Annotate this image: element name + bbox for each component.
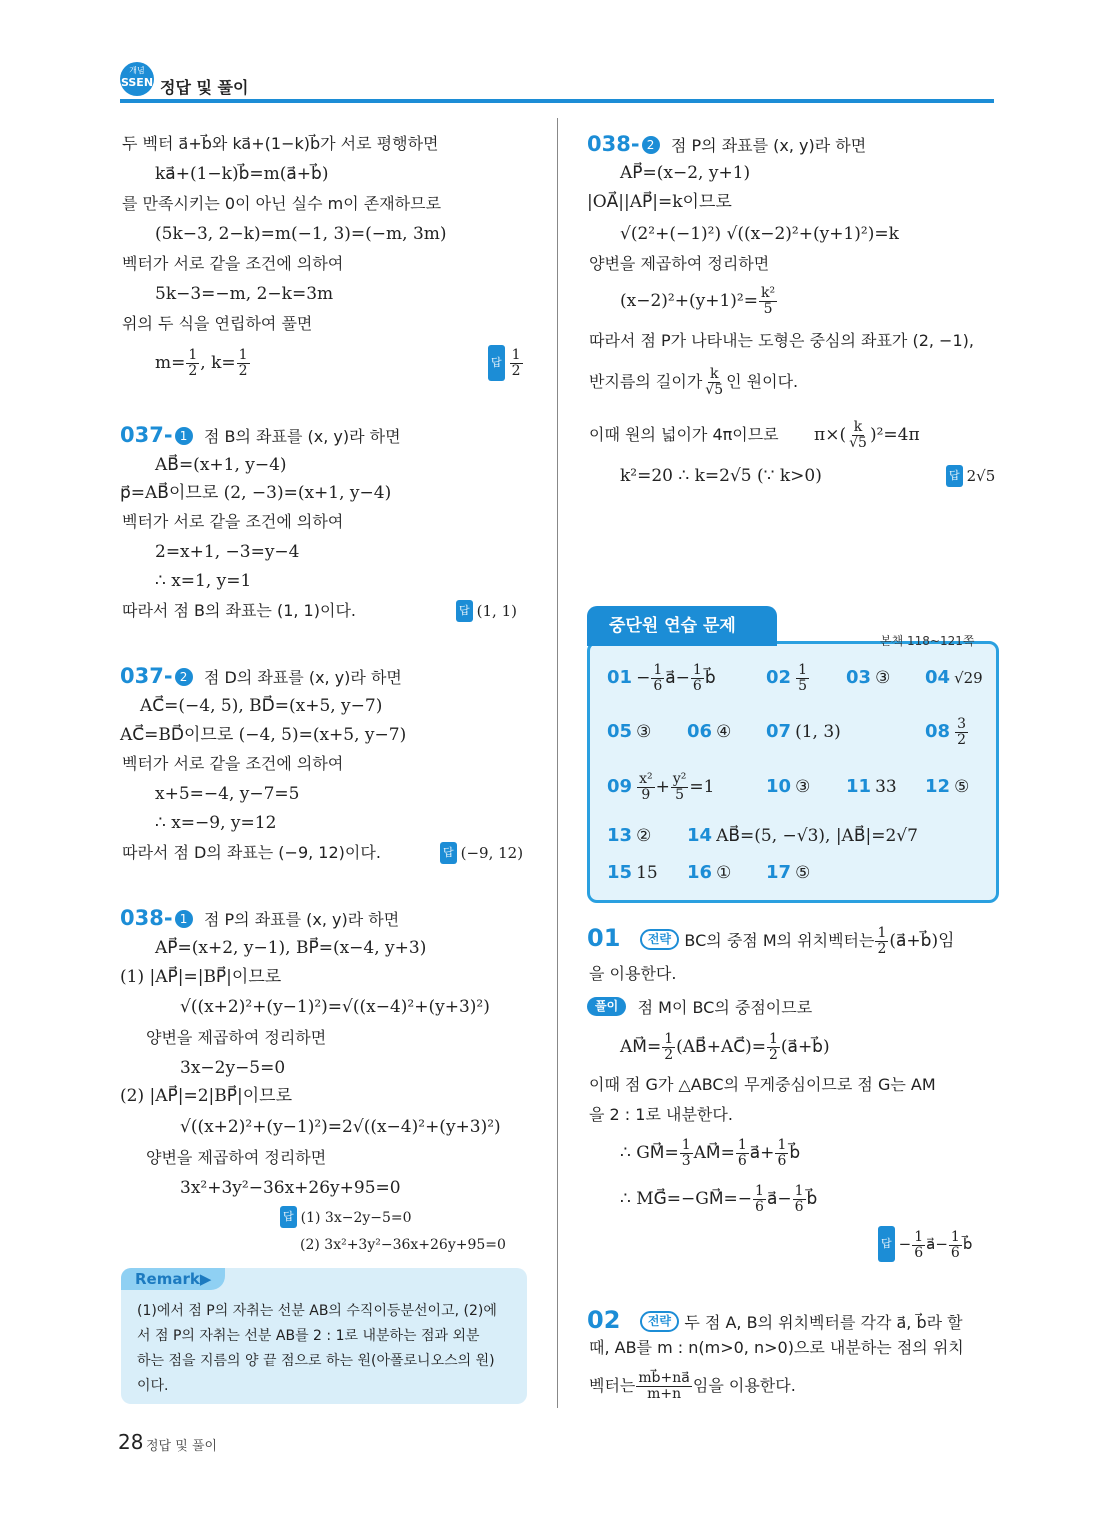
frac-den: 6 <box>737 1153 747 1169</box>
frac-den: m+n <box>647 1386 682 1402</box>
p0382-line5 <box>620 282 778 320</box>
p0371-intro: 점 B의 좌표를 (x, y)라 하면 <box>203 427 401 446</box>
p0371-line5: ∴ x=1, y=1 <box>155 571 252 591</box>
frac-num: 1 <box>238 347 248 363</box>
answer-value: 15 <box>636 863 658 883</box>
answer-value: 33 <box>875 777 897 797</box>
frac-den: 6 <box>914 1244 924 1261</box>
p0372-heading <box>120 665 402 689</box>
answer-number: 03 <box>846 667 872 688</box>
p0372-answer <box>440 842 523 864</box>
p0381-line6: (2) |AP⃗|=2|BP⃗|이므로 <box>120 1086 292 1106</box>
frac-1-6 <box>691 663 704 694</box>
header-title: 정답 및 풀이 <box>160 78 249 97</box>
answer-number: 08 <box>925 721 951 742</box>
mg-b: b⃗ <box>806 1189 818 1209</box>
p036-answer <box>488 345 524 381</box>
frac-num: 1 <box>794 1183 804 1199</box>
answer-value: ⑤ <box>795 863 811 883</box>
p0382-area-text: 이때 원의 넓이가 4π이므로 <box>589 425 779 444</box>
answer-10 <box>766 766 810 808</box>
logo-big-text: SSEN <box>120 76 154 89</box>
answer-number: 10 <box>766 776 792 797</box>
p0382-area-eq: )²=4π <box>869 425 920 445</box>
answer-tag: 답 <box>280 1206 297 1228</box>
answer-05 <box>607 712 651 752</box>
circle-number: 2 <box>642 136 660 154</box>
s01-solution-text: 점 M이 BC의 중점이므로 <box>637 998 813 1017</box>
answer-value: (−9, 12) <box>460 844 524 862</box>
p0371-answer <box>456 600 517 622</box>
s01-line3 <box>587 997 812 1019</box>
p0382-line2: |OA⃗||AP⃗|=k이므로 <box>587 192 732 212</box>
answer-number: 07 <box>766 721 792 742</box>
p0382-frac-radius <box>703 367 725 398</box>
frac-x2-9 <box>637 772 655 803</box>
frac-1-3 <box>680 1138 693 1169</box>
mg-eq: ∴ MG⃗=−GM⃗=− <box>620 1189 753 1209</box>
frac-den: 5 <box>798 678 807 694</box>
gm-a: a⃗+ <box>749 1143 775 1163</box>
frac-den: 6 <box>777 1153 787 1169</box>
s01-answer <box>878 1226 972 1262</box>
remark-line2: 서 점 P의 자취는 선분 AB를 2 : 1로 내분하는 점과 외분 <box>137 1328 480 1344</box>
p0381-line1: AP⃗=(x+2, y−1), BP⃗=(x−4, y+3) <box>155 938 427 958</box>
p0372-line2: AC⃗=BD⃗이므로 (−4, 5)=(x+5, y−7) <box>120 725 407 745</box>
frac-1-6 <box>949 1230 962 1261</box>
p0372-line1: AC⃗=(−4, 5), BD⃗=(x+5, y−7) <box>140 696 383 716</box>
p0372-line6: 따라서 점 D의 좌표는 (−9, 12)이다. <box>122 843 381 862</box>
header-rule <box>120 99 994 103</box>
p0382-frac-k2 <box>759 286 777 317</box>
answer-number: 09 <box>607 776 633 797</box>
practice-box-title <box>587 606 777 646</box>
problem-number: 037- <box>120 423 173 447</box>
frac-den: 6 <box>794 1199 804 1215</box>
remark-line4: 이다. <box>137 1378 169 1394</box>
p0372-line3: 벡터가 서로 같을 조건에 의하여 <box>122 754 344 773</box>
p036-line7: 위의 두 식을 연립하여 풀면 <box>122 314 313 333</box>
p0382-line9: k²=20 ∴ k=2√5 (∵ k>0) <box>620 466 822 486</box>
s02-line1 <box>587 1303 963 1337</box>
answer-number: 16 <box>687 862 713 883</box>
s01-line4 <box>620 1028 830 1066</box>
answer-value: ③ <box>875 668 891 688</box>
frac-1-6 <box>775 1138 788 1169</box>
frac-1-6 <box>753 1184 766 1215</box>
p0381-line4: 양변을 제곱하여 정리하면 <box>146 1028 327 1047</box>
frac-num: 1 <box>777 1137 787 1153</box>
s01-line6: 을 2 : 1로 내분한다. <box>589 1105 733 1124</box>
answer-number: 05 <box>607 721 633 742</box>
answer-number: 15 <box>607 862 633 883</box>
frac-den: 6 <box>692 678 702 694</box>
p0382-answer <box>946 465 995 487</box>
s01-line8 <box>620 1180 817 1218</box>
circle-number: 1 <box>175 910 193 928</box>
answer-value: ② <box>636 826 652 846</box>
p036-line4: (5k−3, 2−k)=m(−1, 3)=(−m, 3m) <box>155 224 447 244</box>
p0382-line4: 양변을 제곱하여 정리하면 <box>589 254 770 273</box>
answer-02 <box>766 658 810 698</box>
answer-tag: 답 <box>456 600 473 622</box>
frac-num: 1 <box>950 1228 960 1245</box>
solution-tag: 풀이 <box>587 997 626 1016</box>
answer-number: 14 <box>687 825 713 846</box>
mg-a: a⃗− <box>766 1189 792 1209</box>
p0381-answer2: (2) 3x²+3y²−36x+26y+95=0 <box>300 1237 506 1253</box>
frac-den: 2 <box>188 363 198 379</box>
plus-sign: + <box>655 777 670 797</box>
frac-den: √5 <box>849 435 867 451</box>
s02-vector-text: 벡터는 <box>589 1376 636 1395</box>
p0371-line6: 따라서 점 B의 좌표는 (1, 1)이다. <box>122 601 356 620</box>
p036-frac-m <box>186 348 199 379</box>
s01-strategy-end: (a⃗+b⃗)임 <box>889 931 955 951</box>
answer-07 <box>766 712 841 752</box>
gm-am: AM⃗= <box>693 1143 735 1163</box>
ans-minus: − <box>898 1235 912 1253</box>
answer-value-1: (1) 3x−2y−5=0 <box>300 1210 412 1226</box>
remark-body <box>137 1299 527 1399</box>
frac-num: k² <box>760 285 776 301</box>
problem-number: 037- <box>120 664 173 688</box>
frac-1-6 <box>651 663 664 694</box>
p0381-line9: 3x²+3y²−36x+26y+95=0 <box>180 1178 401 1198</box>
answer-16 <box>687 862 731 884</box>
p0382-radius-end: 인 원이다. <box>726 372 799 391</box>
answer-number: 01 <box>607 667 633 688</box>
vec-a-term: a⃗− <box>665 668 690 688</box>
answer-17 <box>766 862 810 884</box>
s02-line2: 때, AB를 m : n(m>0, n>0)으로 내분하는 점의 위치 <box>589 1338 964 1357</box>
p036-line6: 5k−3=−m, 2−k=3m <box>155 284 334 304</box>
s02-vector-end: 임을 이용한다. <box>692 1376 796 1395</box>
frac-den: √5 <box>705 382 724 398</box>
frac-den: 2 <box>957 732 966 748</box>
s01-line7 <box>620 1134 800 1172</box>
frac-1-2 <box>662 1032 675 1063</box>
answer-tag: 답 <box>878 1226 895 1262</box>
answer-15 <box>607 862 658 884</box>
p0372-intro: 점 D의 좌표를 (x, y)라 하면 <box>203 668 402 687</box>
p0381-answer1 <box>280 1206 412 1229</box>
column-divider <box>557 118 558 1408</box>
frac-num: x² <box>639 771 653 787</box>
p036-answer-frac <box>510 348 523 379</box>
p0382-intro: 점 P의 좌표를 (x, y)라 하면 <box>670 136 867 155</box>
frac-num: 1 <box>681 1137 691 1153</box>
answer-value: (1, 1) <box>476 602 517 620</box>
frac-den: 3 <box>681 1153 691 1169</box>
answer-14 <box>687 825 918 847</box>
logo <box>120 62 154 96</box>
frac-num: 1 <box>737 1137 747 1153</box>
answer-number: 13 <box>607 825 633 846</box>
problem-number: 038- <box>120 906 173 930</box>
answer-12 <box>925 766 969 808</box>
p0371-line4: 2=x+1, −3=y−4 <box>155 542 300 562</box>
answer-tag: 답 <box>440 842 457 864</box>
frac-y2-5 <box>671 772 689 803</box>
p0371-line1: AB⃗=(x+1, y−4) <box>155 455 287 475</box>
p036-line3: 를 만족시키는 0이 아닌 실수 m이 존재하므로 <box>122 194 442 213</box>
p0381-line8: 양변을 제곱하여 정리하면 <box>146 1148 327 1167</box>
answer-value: ③ <box>795 777 811 797</box>
remark-title-text: Remark▶ <box>135 1270 212 1288</box>
p0371-heading <box>120 424 401 448</box>
p0381-intro: 점 P의 좌표를 (x, y)라 하면 <box>203 910 400 929</box>
p0382-heading <box>587 133 866 157</box>
frac-num: 1 <box>692 662 702 678</box>
p0382-line3: √(2²+(−1)²) √((x−2)²+(y+1)²)=k <box>620 224 899 244</box>
frac-den: 2 <box>877 941 887 957</box>
s01-strategy-text: BC의 중점 M의 위치벡터는 <box>684 931 875 950</box>
answer-tag: 답 <box>488 345 505 381</box>
frac-num: 1 <box>798 662 807 678</box>
frac-1-5 <box>796 663 809 694</box>
p0381-line3: √((x+2)²+(y−1)²)=√((x−4)²+(y+3)²) <box>180 997 490 1017</box>
p0371-line3: 벡터가 서로 같을 조건에 의하여 <box>122 512 344 531</box>
frac-den: 2 <box>511 363 521 379</box>
frac-num: 1 <box>768 1031 778 1047</box>
minus-sign: − <box>636 668 651 688</box>
frac-num: 1 <box>877 925 887 941</box>
answer-number: 02 <box>766 667 792 688</box>
answer-value: ③ <box>636 722 652 742</box>
answer-number: 12 <box>925 776 951 797</box>
remark-title <box>121 1268 225 1290</box>
footer-label: 정답 및 풀이 <box>146 1439 218 1454</box>
strategy-tag: 전략 <box>640 929 679 950</box>
circle-number: 1 <box>175 427 193 445</box>
answer-01 <box>607 658 716 698</box>
answer-number: 06 <box>687 721 713 742</box>
frac-1-6 <box>793 1184 806 1215</box>
p0382-eq-left: (x−2)²+(y+1)²= <box>620 291 758 311</box>
p0381-heading <box>120 907 399 931</box>
am-sum: (AB⃗+AC⃗)= <box>676 1037 766 1057</box>
frac-den: 6 <box>950 1244 960 1261</box>
frac-1-6 <box>912 1230 925 1261</box>
equals-one: =1 <box>689 777 715 797</box>
answer-value: ④ <box>716 722 732 742</box>
answer-03 <box>846 658 890 698</box>
p036-m-eq: m= <box>155 353 186 373</box>
frac-den: 6 <box>653 678 663 694</box>
am-vec: (a⃗+b⃗) <box>780 1037 830 1057</box>
frac-den: 2 <box>768 1047 778 1063</box>
p0381-line5: 3x−2y−5=0 <box>180 1058 286 1078</box>
frac-num: 1 <box>664 1031 674 1047</box>
p0382-frac-area <box>847 420 869 451</box>
remark-line1: (1)에서 점 P의 자취는 선분 AB의 수직이등분선이고, (2)에 <box>137 1303 497 1319</box>
s01-line1 <box>587 920 955 956</box>
answer-value: (1, 3) <box>795 722 841 742</box>
p0382-line8 <box>589 415 920 455</box>
vec-b-term: b⃗ <box>704 668 716 688</box>
answer-08 <box>925 712 969 752</box>
answer-06 <box>687 712 731 752</box>
gm-b: b⃗ <box>789 1143 801 1163</box>
solution-number: 01 <box>587 924 621 952</box>
p0382-line7 <box>589 362 798 402</box>
frac-1-6 <box>736 1138 749 1169</box>
s02-strategy-text: 두 점 A, B의 위치벡터를 각각 a⃗, b⃗라 할 <box>684 1313 963 1332</box>
frac-den: 6 <box>755 1199 764 1215</box>
p036-line8 <box>155 345 251 381</box>
answer-tag: 답 <box>946 465 963 487</box>
p0381-line7: √((x+2)²+(y−1)²)=2√((x−4)²+(y+3)²) <box>180 1117 501 1137</box>
answer-value: √29 <box>954 669 983 687</box>
s02-line3 <box>589 1366 796 1406</box>
problem-number: 038- <box>587 132 640 156</box>
p036-line1: 두 벡터 a⃗+b⃗와 ka⃗+(1−k)b⃗가 서로 평행하면 <box>122 134 439 153</box>
answer-04 <box>925 658 983 698</box>
s01-line5: 이때 점 G가 △ABC의 무게중심이므로 점 G는 AM <box>589 1075 936 1094</box>
answer-number: 17 <box>766 862 792 883</box>
solution-number: 02 <box>587 1306 621 1334</box>
footer-page-number: 28 <box>118 1430 144 1454</box>
gm-eq: ∴ GM⃗= <box>620 1143 679 1163</box>
answer-09 <box>607 766 714 808</box>
p0382-radius-text: 반지름의 길이가 <box>589 372 703 391</box>
p0371-line2: p⃗=AB⃗이므로 (2, −3)=(x+1, y−4) <box>120 483 392 503</box>
frac-den: 5 <box>675 787 685 803</box>
p0372-line5: ∴ x=−9, y=12 <box>155 813 277 833</box>
answer-13 <box>607 825 651 847</box>
p036-line2: ka⃗+(1−k)b⃗=m(a⃗+b⃗) <box>155 164 329 184</box>
logo-small-text: 개념 <box>129 66 145 75</box>
answer-value: AB⃗=(5, −√3), |AB⃗|=2√7 <box>716 826 918 846</box>
p0381-line2: (1) |AP⃗|=|BP⃗|이므로 <box>120 967 282 987</box>
p0382-area-pi: π×( <box>814 425 847 445</box>
frac-den: 2 <box>664 1047 674 1063</box>
frac-den: 2 <box>238 363 248 379</box>
p036-k-eq: , k= <box>200 353 236 373</box>
remark-line3: 하는 점을 지름의 양 끝 점으로 하는 원(아폴로니오스의 원) <box>137 1353 495 1369</box>
frac-3-2 <box>955 717 968 748</box>
ans-b: b⃗ <box>962 1235 973 1253</box>
frac-num: 1 <box>188 347 198 363</box>
frac-num: mb⃗+na⃗ <box>638 1370 690 1386</box>
frac-1-2 <box>767 1032 780 1063</box>
p0372-line4: x+5=−4, y−7=5 <box>155 784 300 804</box>
frac-den: 9 <box>641 787 651 803</box>
p036-frac-k <box>237 348 250 379</box>
answer-value: ① <box>716 863 732 883</box>
frac-num: 3 <box>957 716 966 732</box>
frac-num: 1 <box>511 347 521 363</box>
frac-num: 1 <box>653 662 663 678</box>
ans-a: a⃗− <box>926 1235 948 1253</box>
circle-number: 2 <box>175 668 193 686</box>
practice-box-ref: 본책 118~121쪽 <box>880 634 975 648</box>
frac-section <box>636 1371 692 1402</box>
frac-num: 1 <box>914 1228 924 1245</box>
answer-11 <box>846 766 897 808</box>
answer-value: ⑤ <box>954 777 970 797</box>
answer-value: 2√5 <box>966 467 996 485</box>
frac-num: y² <box>672 771 687 787</box>
p0382-line1: AP⃗=(x−2, y+1) <box>620 163 751 183</box>
frac-num: k <box>853 419 863 435</box>
p036-line5: 벡터가 서로 같을 조건에 의하여 <box>122 254 344 273</box>
s01-line2: 을 이용한다. <box>589 964 677 983</box>
practice-title-text: 중단원 연습 문제 <box>609 616 736 636</box>
am-eq: AM⃗= <box>620 1037 662 1057</box>
frac-1-2 <box>875 926 888 957</box>
answer-number: 11 <box>846 776 872 797</box>
frac-num: k <box>709 366 719 382</box>
frac-num: 1 <box>755 1183 764 1199</box>
answer-number: 04 <box>925 667 951 688</box>
strategy-tag: 전략 <box>640 1311 679 1332</box>
p0382-line6: 따라서 점 P가 나타내는 도형은 중심의 좌표가 (2, −1), <box>589 331 974 350</box>
frac-den: 5 <box>763 301 773 317</box>
